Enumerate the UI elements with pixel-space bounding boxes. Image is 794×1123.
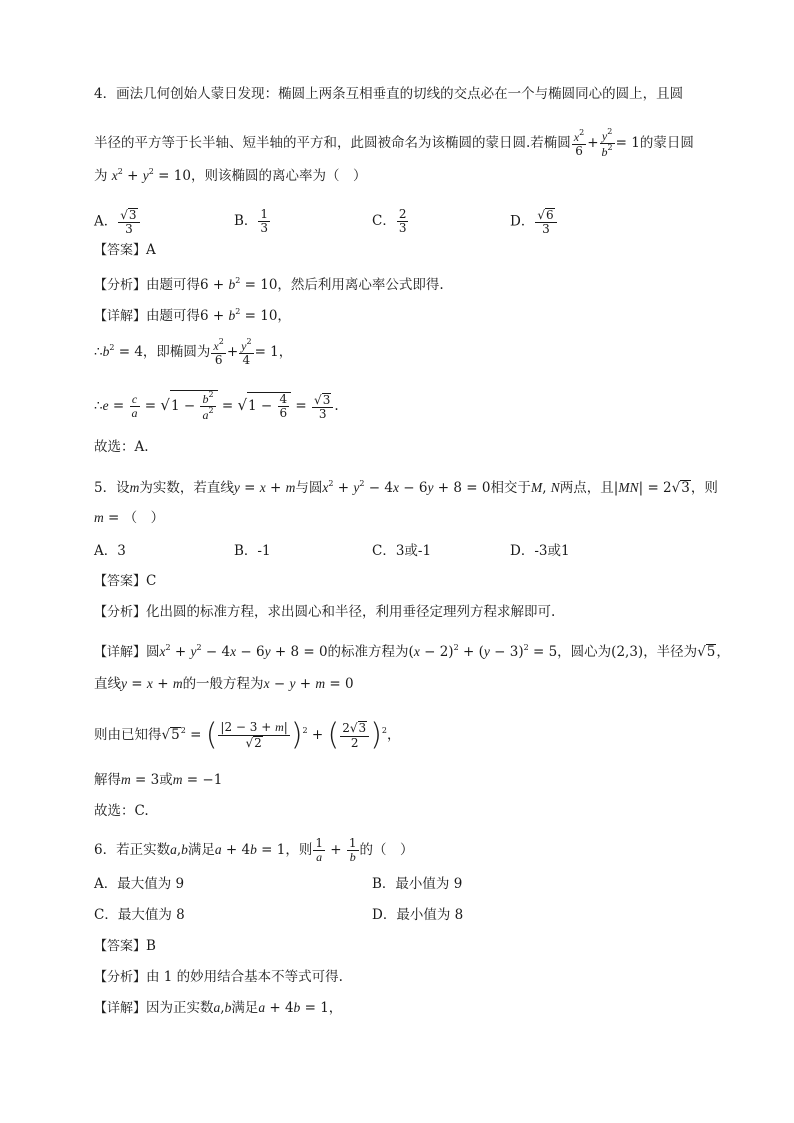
q5-answer: 【答案】C [94,573,157,589]
detail-tag: 【详解】 [94,309,147,324]
q5-option-d[interactable]: D．-3或1 [510,543,570,559]
q5-detail: 【详解】圆$x^2 + y^2 - 4x - 6y + 8 = 0$的标准方程为$(x - 2)^2 + (y - 3)^2 = 5$，圆心为(2,3)，半径为√5， [94,643,730,660]
q5-solve: 解得m = 3或m = −1 [94,772,223,788]
q6-option-b[interactable]: B．最小值为 9 [372,876,463,892]
q6-detail: 【详解】因为正实数a,b满足a + 4b = 1， [94,1000,343,1016]
q5-known: 则由已知得$√5^2$ = ( $\frac{|2 - 3 + m|}{√2}$ )$^2$ + ( $\frac{2√3}{2}$ )$^2$， [94,717,401,753]
q4-stem-line2: 半径的平方等于长半轴、短半轴的平方和，此圆被命名为该椭圆的蒙日圆.若椭圆 $\frac{x^2}{6}$ + $\frac{y^2}{b^2}$ = 1的蒙日圆 [94,127,694,160]
q6-option-c[interactable]: C．最大值为 8 [94,907,185,923]
detail-tag: 【详解】 [94,1001,147,1016]
q4-analysis: 【分析】由题可得$6 + b^2 = 10$，然后利用离心率公式即得. [94,276,444,293]
q5-analysis: 【分析】化出圆的标准方程，求出圆心和半径，利用垂径定理列方程求解即可. [94,604,556,620]
q5-stem-line2: m = （ ） [94,510,165,526]
analysis-tag: 【分析】 [94,605,147,620]
q5-option-c[interactable]: C．3或-1 [372,543,432,559]
q5-conclusion: 故选：C. [94,803,149,819]
analysis-tag: 【分析】 [94,970,147,985]
q5-option-a[interactable]: A．3 [94,543,126,559]
q4-option-d[interactable]: D． $\frac{√6}{3}$ [510,208,558,236]
q5-stem-line1: 5．设m为实数，若直线y = x + m与圆$x^2 + y^2 - 4x - 6y + 8 = 0$相交于M, N两点，且|MN| = 2√3，则 [94,479,718,496]
answer-tag: 【答案】 [94,574,147,589]
q4-answer: 【答案】A [94,242,156,258]
detail-tag: 【详解】 [94,645,147,660]
q6-option-a[interactable]: A．最大值为 9 [94,876,185,892]
q4-step3: ∴e = $\frac{c}{a}$ = √1 − $\frac{b^2}{a^2}$ = √1 − $\frac{4}{6}$ = $\frac{√3}{3}$ . [94,390,339,423]
monge-circle-formula: $x^2 + y^2 = 10$ [111,167,191,184]
q4-conclusion: 故选：A. [94,439,149,455]
q4-option-b[interactable]: B． $\frac{1}{3}$ [234,207,269,236]
q6-answer: 【答案】B [94,938,156,954]
q5-line-equation: 直线y = x + m的一般方程为x − y + m = 0 [94,676,354,692]
q4-detail: 【详解】由题可得$6 + b^2 = 10$， [94,307,291,324]
q4-step2: $\therefore b^2 = 4$，即椭圆为 $\frac{x^2}{6}$ + $\frac{y^2}{4}$ = 1， [94,337,293,368]
analysis-tag: 【分析】 [94,278,147,293]
q4-option-a[interactable]: A． $\frac{√3}{3}$ [94,208,141,236]
q6-option-d[interactable]: D．最小值为 8 [372,907,464,923]
q4-stem-line1: 4．画法几何创始人蒙日发现：椭圆上两条互相垂直的切线的交点必在一个与椭圆同心的圆上，且圆 [94,86,684,102]
answer-tag: 【答案】 [94,243,147,258]
q5-option-b[interactable]: B．-1 [234,543,271,559]
answer-tag: 【答案】 [94,939,147,954]
q6-stem: 6．若正实数a,b满足a + 4b = 1，则 $\frac{1}{a}$ + $\frac{1}{b}$ 的（ ） [94,836,414,865]
ellipse-formula: $\frac{x^2}{6}$ [573,128,585,159]
q4-option-c[interactable]: C． $\frac{2}{3}$ [372,207,407,236]
q6-analysis: 【分析】由 1 的妙用结合基本不等式可得. [94,969,343,985]
q4-stem-line3: 为 $x^2 + y^2 = 10$，则该椭圆的离心率为（ ） [94,167,367,184]
